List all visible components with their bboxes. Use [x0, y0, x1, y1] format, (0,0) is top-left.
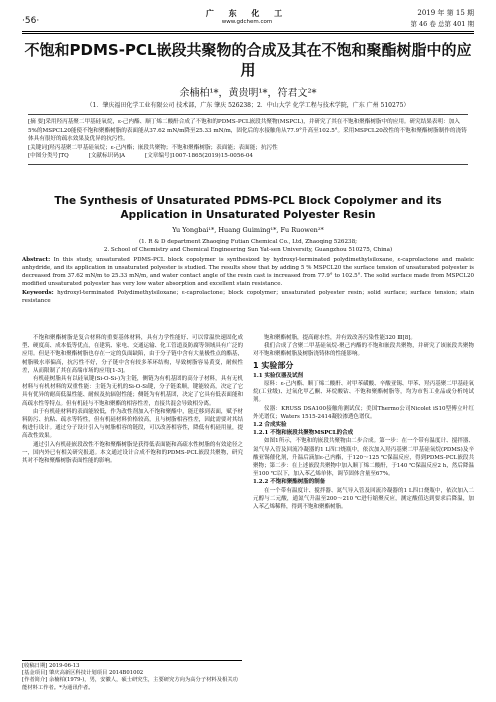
paragraph: 有机硅树脂具有以硅氧键(Si-O-Si-)为主链，侧链为有机基团的高分子材料，具有无机材料与有机材料的双重性能：主链为无机的Si-O-Si键，分子链柔顺，键能较高，决定了它具有优异的耐高低温性能、耐候及抗辐射性能；侧链为有机基团，决定了它具有低表面能和高疏水性等特点。但有机硅与不饱和聚酯的相容性差，直接共混会导致相分离。	[22, 376, 243, 407]
clc-number: [中图分类号]TQ	[28, 153, 69, 159]
english-affiliation	[30, 238, 466, 254]
header-rule	[22, 31, 474, 32]
year-issue: 2019 年 第 15 期	[417, 9, 474, 17]
footnotes	[22, 660, 242, 692]
header-rule-thin	[22, 33, 474, 34]
fund-info: [基金项目] 肇庆高新区科技计划项目 2014B01002	[22, 670, 144, 677]
journal-website: www.gdchem.com	[221, 19, 273, 25]
document-code: [文献标识码]A	[88, 153, 126, 159]
author-bio: [作者简介] 余楠柏(1979-)，男，安徽人，硕士研究生，主要研究方向为高分子材料及相关功能材料工作者。*为通讯作者。	[22, 677, 238, 691]
english-abstract-block	[22, 256, 474, 305]
author-list: 余楠柏¹*，黄贵明¹*，符君文²*	[179, 88, 317, 99]
body-columns	[22, 334, 474, 511]
paragraph: 在一个带有温度计、搅拌器、氮气导入管及回流冷凝器的1 L四口烧瓶中，依次加入二元醇与二元酸，通氮气升温至200～210 ℃进行缩聚反应，测定酸值达到要求后降温，加入苯乙烯稀释，得到不饱和聚酯树脂。	[253, 487, 474, 511]
english-affiliation-2: 2. School of Chemistry and Chemical Engineering Sun Yat-sen University, Guangzhou 510275, China)	[103, 247, 393, 253]
paper-title: 不饱和PDMS-PCL嵌段共聚物的合成及其在不饱和聚酯树脂中的应用	[24, 41, 472, 79]
received-date: [收稿日期] 2019-06-13	[22, 663, 80, 669]
running-header	[22, 8, 474, 30]
left-column	[22, 334, 243, 511]
paragraph: 由于有机硅材料的表面能较低，作为改性剂加入不饱和聚酯中，能迁移到表面，赋予材料防污、抗粘、疏水等特性，但有机硅材料价格较高，且与树脂相容性差，因此需要对其结构进行设计。通过分子设计引入与树脂相容的链段，可以改善相容性，降低有机硅用量，提高改性效果。	[22, 408, 243, 440]
article-number: [文章编号]1007-1865(2019)15-0056-04	[145, 153, 253, 159]
paragraph: 原料：ε-己内酯、顺丁烯二酸酐、对甲苯磺酸、辛酸亚锡、甲苯、羟丙基聚二甲基硅氧烷(工业级)、过氧化甲乙酮、环烷酸钴、不饱和聚酯树脂等，均为市售工业品或分析纯试剂。	[253, 381, 474, 404]
english-abstract	[22, 256, 474, 288]
page-number: ·56·	[22, 16, 40, 26]
abstract-text: In this study, unsaturated PDMS-PCL block copolymer is synthesized by hydroxyl-terminated polydimethylsiloxane, ε-caprolactone and maleic anhydride, and its application in unsaturated polyester is studied. The results show that by adding 5 % MSPCL20 the surface tension of unsaturated polyester is decreased from 37.62 mN/m to 25.33 mN/m, and water contact angle of the resin cast is increased from 77.9° to 102.5°. The solid surface made from MSPCL20 modified unsaturated polyester has very low water absorption and excellent stain resistance.	[22, 257, 475, 287]
subsection-heading: 1.2.1 不饱和嵌段共聚物MSPCL的合成	[253, 430, 354, 437]
keywords-label: Keywords:	[22, 290, 54, 296]
english-affiliation-1: (1. R & D department Zhaoqing Futian Chemical Co., Ltd, Zhaoqing 526238;	[138, 239, 358, 245]
paragraph: 仪器：KRUSS DSA100接触角测试仪；美国Thermo公司Nicolet iS10型傅立叶红外光谱仪；Waters 1515-2414凝胶渗透色谱仪。	[253, 405, 474, 420]
english-keywords	[22, 289, 474, 305]
volume-info: 第 46 卷 总第 401 期	[410, 20, 474, 28]
paragraph: 我们合成了含聚二甲基硅氧烷-聚己内酯的不饱和嵌段共聚物，并研究了该嵌段共聚物对不饱和聚酯树脂及树脂浇铸体的性能影响。	[253, 343, 474, 358]
paragraph: 如图1所示，不饱和的嵌段共聚物由二步合成。第一步：在一个带有温度计、搅拌器、氮气导入管及回流冷凝器的1 L四口烧瓶中，依次加入羟丙基聚二甲基硅氧烷(PDMS)及辛酸亚锡催化剂，升温后滴加ε-己内酯，于120～125 ℃保温反应，得到PDMS-PCL嵌段共聚物；第二步：在上述嵌段共聚物中加入顺丁烯二酸酐，于140 ℃保温反应2 h，然后降温至100 ℃以下，加入苯乙烯单体，调节固体含量至67%。	[253, 438, 474, 478]
subsection-heading: 1.1 实验仪器及试剂	[253, 372, 303, 379]
chinese-abstract: [摘 要]采用羟丙基聚二甲基硅氧烷，ε-己内酯、顺丁烯二酸酐合成了不饱和的PDMS-PCL嵌段共聚物(MSPCL)，并研究了其在不饱和聚酯树脂中的应用。研究结果表明：加入5%的MSPCL20能使不饱和聚酯树脂的表面能从37.62 mN/m降至25.33 mN/m，固化后的水接触角从77.9°升高至102.5°。采用MSPCL20改性的不饱和聚酯树脂制作的浇铸体具有很好的疏水效果及优异的抗污性。	[28, 119, 467, 142]
english-title: The Synthesis of Unsaturated PDMS-PCL Block Copolymer and its Application in Unsaturated Polyester Resin	[54, 195, 442, 221]
chinese-abstract-box	[28, 114, 468, 165]
section-heading: 1 实验部分	[253, 360, 294, 370]
keywords-text: hydroxyl-terminated Polydimethylsiloxane；ε-caprolactone；block copolymer；unsaturated polyester resin；solid surface；surface tension；stain resistance	[22, 290, 475, 304]
affiliation: （1．肇庆福田化学工业有限公司 技术部，广东 肇庆 526238；2．中山大学 化学工程与技术学院，广东 广州 510275）	[86, 102, 410, 109]
classification-row	[28, 152, 468, 161]
chinese-keywords: [关键词]羟丙基聚二甲基硅氧烷；ε-己内酯；嵌段共聚物；不饱和聚酯树脂；表面能；表面能；抗污性	[28, 144, 278, 151]
right-column	[253, 334, 474, 511]
subsection-heading: 1.2.2 不饱和聚酯树脂的制备	[253, 479, 326, 486]
paragraph: 通过引入有机硅嵌段改性不饱和聚酯树脂是获得低表面能和高疏水性树脂的有效途径之一，国内外已有相关研究报道。本文通过设计合成不饱和的PDMS-PCL嵌段共聚物，研究其对不饱和聚酯树脂表面性能的影响。	[22, 441, 243, 465]
paragraph: 饱和聚酯树脂，提高耐水性，并有效改善污染性能320 Ⅲ[8]。	[264, 335, 416, 341]
journal-name: 广 东 化 工	[205, 8, 289, 18]
abstract-label: Abstract:	[22, 257, 51, 263]
english-authors: Yu Yongbai¹*, Huang Guiming¹*, Fu Ruowen²*	[172, 226, 324, 234]
paragraph: 不饱和聚酯树脂是复合材料的重要基体材料，具有力学性能好、可以常温快速固化成型、硬度高、成本低等优点，在建筑、家电、交通运输、化工管道及防腐等领域具有广泛的应用。但是不饱和聚酯树脂也存在一定的负面缺陷，由于分子链中含有大量极性点的酯基，树脂吸水率偏高，抗污性不好，分子链中含有较多苯环结构，导致树脂容易黄变，耐候性差，从而限制了其在高端市场的应用[1-3]。	[22, 335, 243, 374]
subsection-heading: 1.2 合成实验	[253, 422, 287, 429]
